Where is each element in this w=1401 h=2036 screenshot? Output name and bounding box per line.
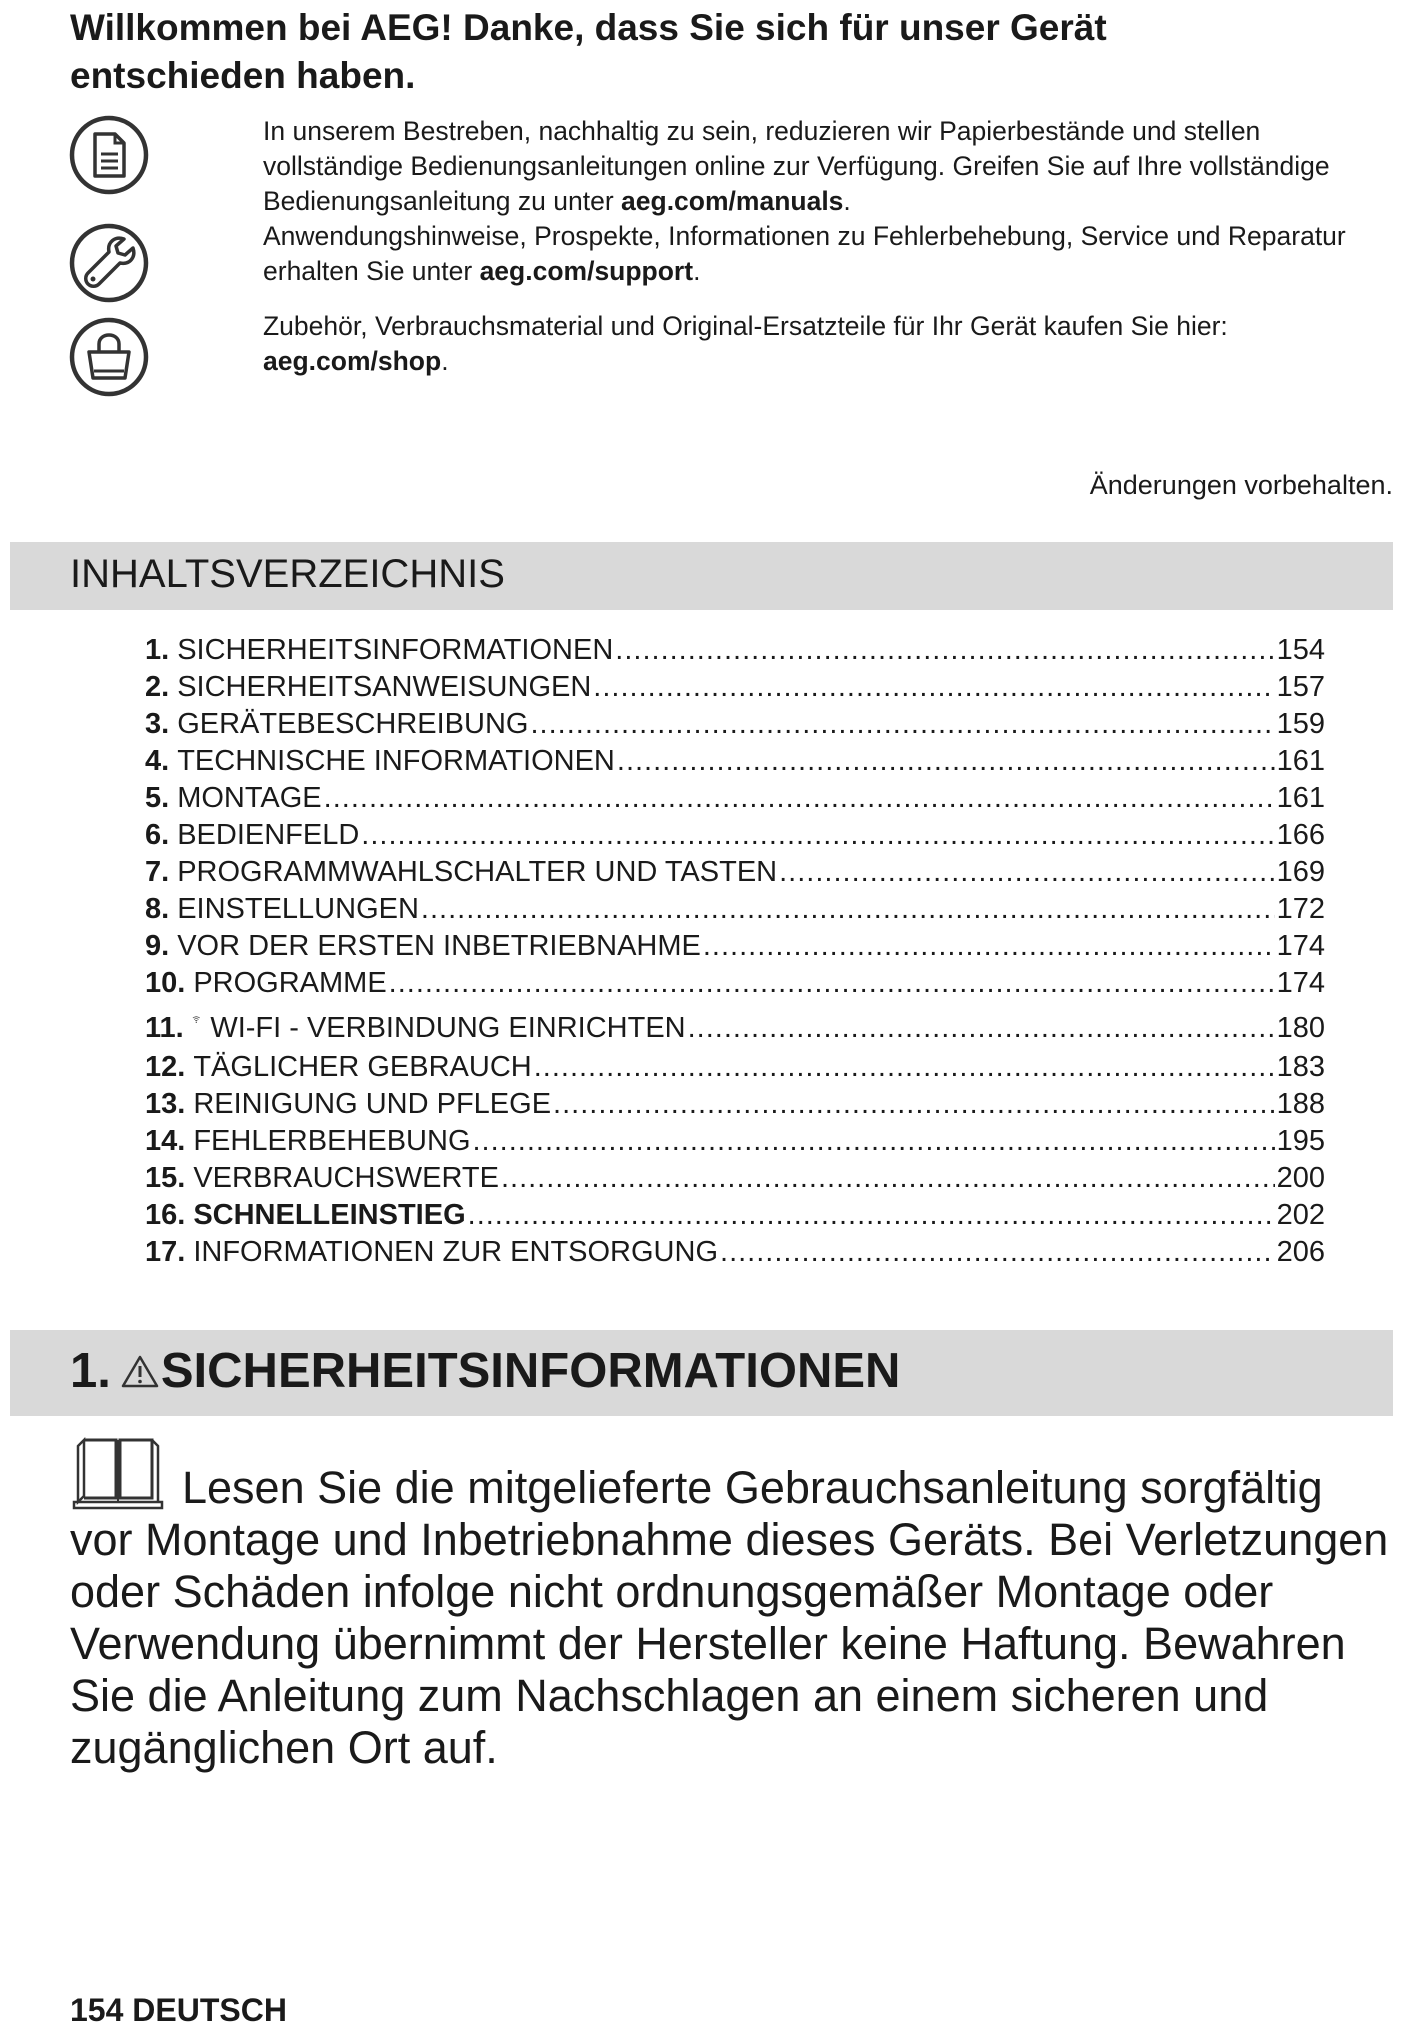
warning-triangle-icon xyxy=(121,1354,159,1388)
document-icon xyxy=(68,114,150,196)
toc-item[interactable]: 7. PROGRAMMWAHLSCHALTER UND TASTEN ..... 169 xyxy=(145,854,1325,891)
toc-item[interactable]: 1. SICHERHEITSINFORMATIONEN ..... 154 xyxy=(145,632,1325,669)
toc-item[interactable]: 17. INFORMATIONEN ZUR ENTSORGUNG ..... 206 xyxy=(145,1234,1325,1271)
shop-paragraph: Zubehör, Verbrauchsmaterial und Original-Ersatzteile für Ihr Gerät kaufen Sie hier: aeg.com/shop. xyxy=(263,311,1228,376)
toc-item[interactable]: 5. MONTAGE ..... 161 xyxy=(145,780,1325,817)
safety-paragraph: Lesen Sie die mitgelieferte Gebrauchsanleitung sorgfältig vor Montage und Inbetriebnahme dieses Geräts. Bei Verletzungen oder Schäden infolge nicht ordnungsgemäßer Montage oder Verwendung übernimmt der Hersteller keine Haftung. Bewahren Sie die Anleitung zum Nachschlagen an einem sicheren und zugänglichen Ort auf. xyxy=(70,1462,1389,1773)
shop-link[interactable]: aeg.com/shop xyxy=(263,346,442,376)
toc-item[interactable]: 6. BEDIENFELD ..... 166 xyxy=(145,817,1325,854)
toc-item[interactable]: 10. PROGRAMME ..... 174 xyxy=(145,965,1325,1002)
toc-item[interactable]: 16. SCHNELLEINSTIEG ..... 202 xyxy=(145,1197,1325,1234)
welcome-title: Willkommen bei AEG! Danke, dass Sie sich für unser Gerät entschieden haben. xyxy=(70,7,1107,96)
toc-item[interactable]: 3. GERÄTEBESCHREIBUNG ..... 159 xyxy=(145,706,1325,743)
toc-item[interactable]: 13. REINIGUNG UND PFLEGE ..... 188 xyxy=(145,1086,1325,1123)
support-paragraph: Anwendungshinweise, Prospekte, Informationen zu Fehlerbehebung, Service und Reparatur erhalten Sie unter aeg.com/support. xyxy=(263,221,1346,286)
toc-item[interactable]: 8. EINSTELLUNGEN ..... 172 xyxy=(145,891,1325,928)
support-link[interactable]: aeg.com/support xyxy=(479,256,694,286)
manuals-link[interactable]: aeg.com/manuals xyxy=(621,186,844,216)
toc-item[interactable]: 4. TECHNISCHE INFORMATIONEN ..... 161 xyxy=(145,743,1325,780)
toc-item[interactable]: 11. WI-FI - VERBINDUNG EINRICHTEN ..... 180 xyxy=(145,1002,1325,1049)
shopping-bag-icon xyxy=(68,316,150,398)
toc-item[interactable]: 15. VERBRAUCHSWERTE ..... 200 xyxy=(145,1160,1325,1197)
section-title: 1. SICHERHEITSINFORMATIONEN xyxy=(70,1344,901,1398)
manuals-paragraph: In unserem Bestreben, nachhaltig zu sein, reduzieren wir Papierbestände und stellen vollständige Bedienungsanleitungen online zur Verfügung. Greifen Sie auf Ihre vollständige Bedienungsanleitung zu unter aeg.com/manuals. xyxy=(263,116,1330,216)
toc-heading: INHALTSVERZEICHNIS xyxy=(70,552,505,596)
toc-item[interactable]: 2. SICHERHEITSANWEISUNGEN ..... 157 xyxy=(145,669,1325,706)
toc-item[interactable]: 12. TÄGLICHER GEBRAUCH ..... 183 xyxy=(145,1049,1325,1086)
changes-note: Änderungen vorbehalten. xyxy=(1089,470,1393,500)
page-footer: 154 DEUTSCH xyxy=(70,1992,287,2028)
toc-item[interactable]: 9. VOR DER ERSTEN INBETRIEBNAHME ..... 174 xyxy=(145,928,1325,965)
wifi-icon xyxy=(192,1003,201,1037)
toc-item[interactable]: 14. FEHLERBEHEBUNG ..... 195 xyxy=(145,1123,1325,1160)
table-of-contents xyxy=(145,632,1325,1271)
wrench-icon xyxy=(68,222,150,304)
